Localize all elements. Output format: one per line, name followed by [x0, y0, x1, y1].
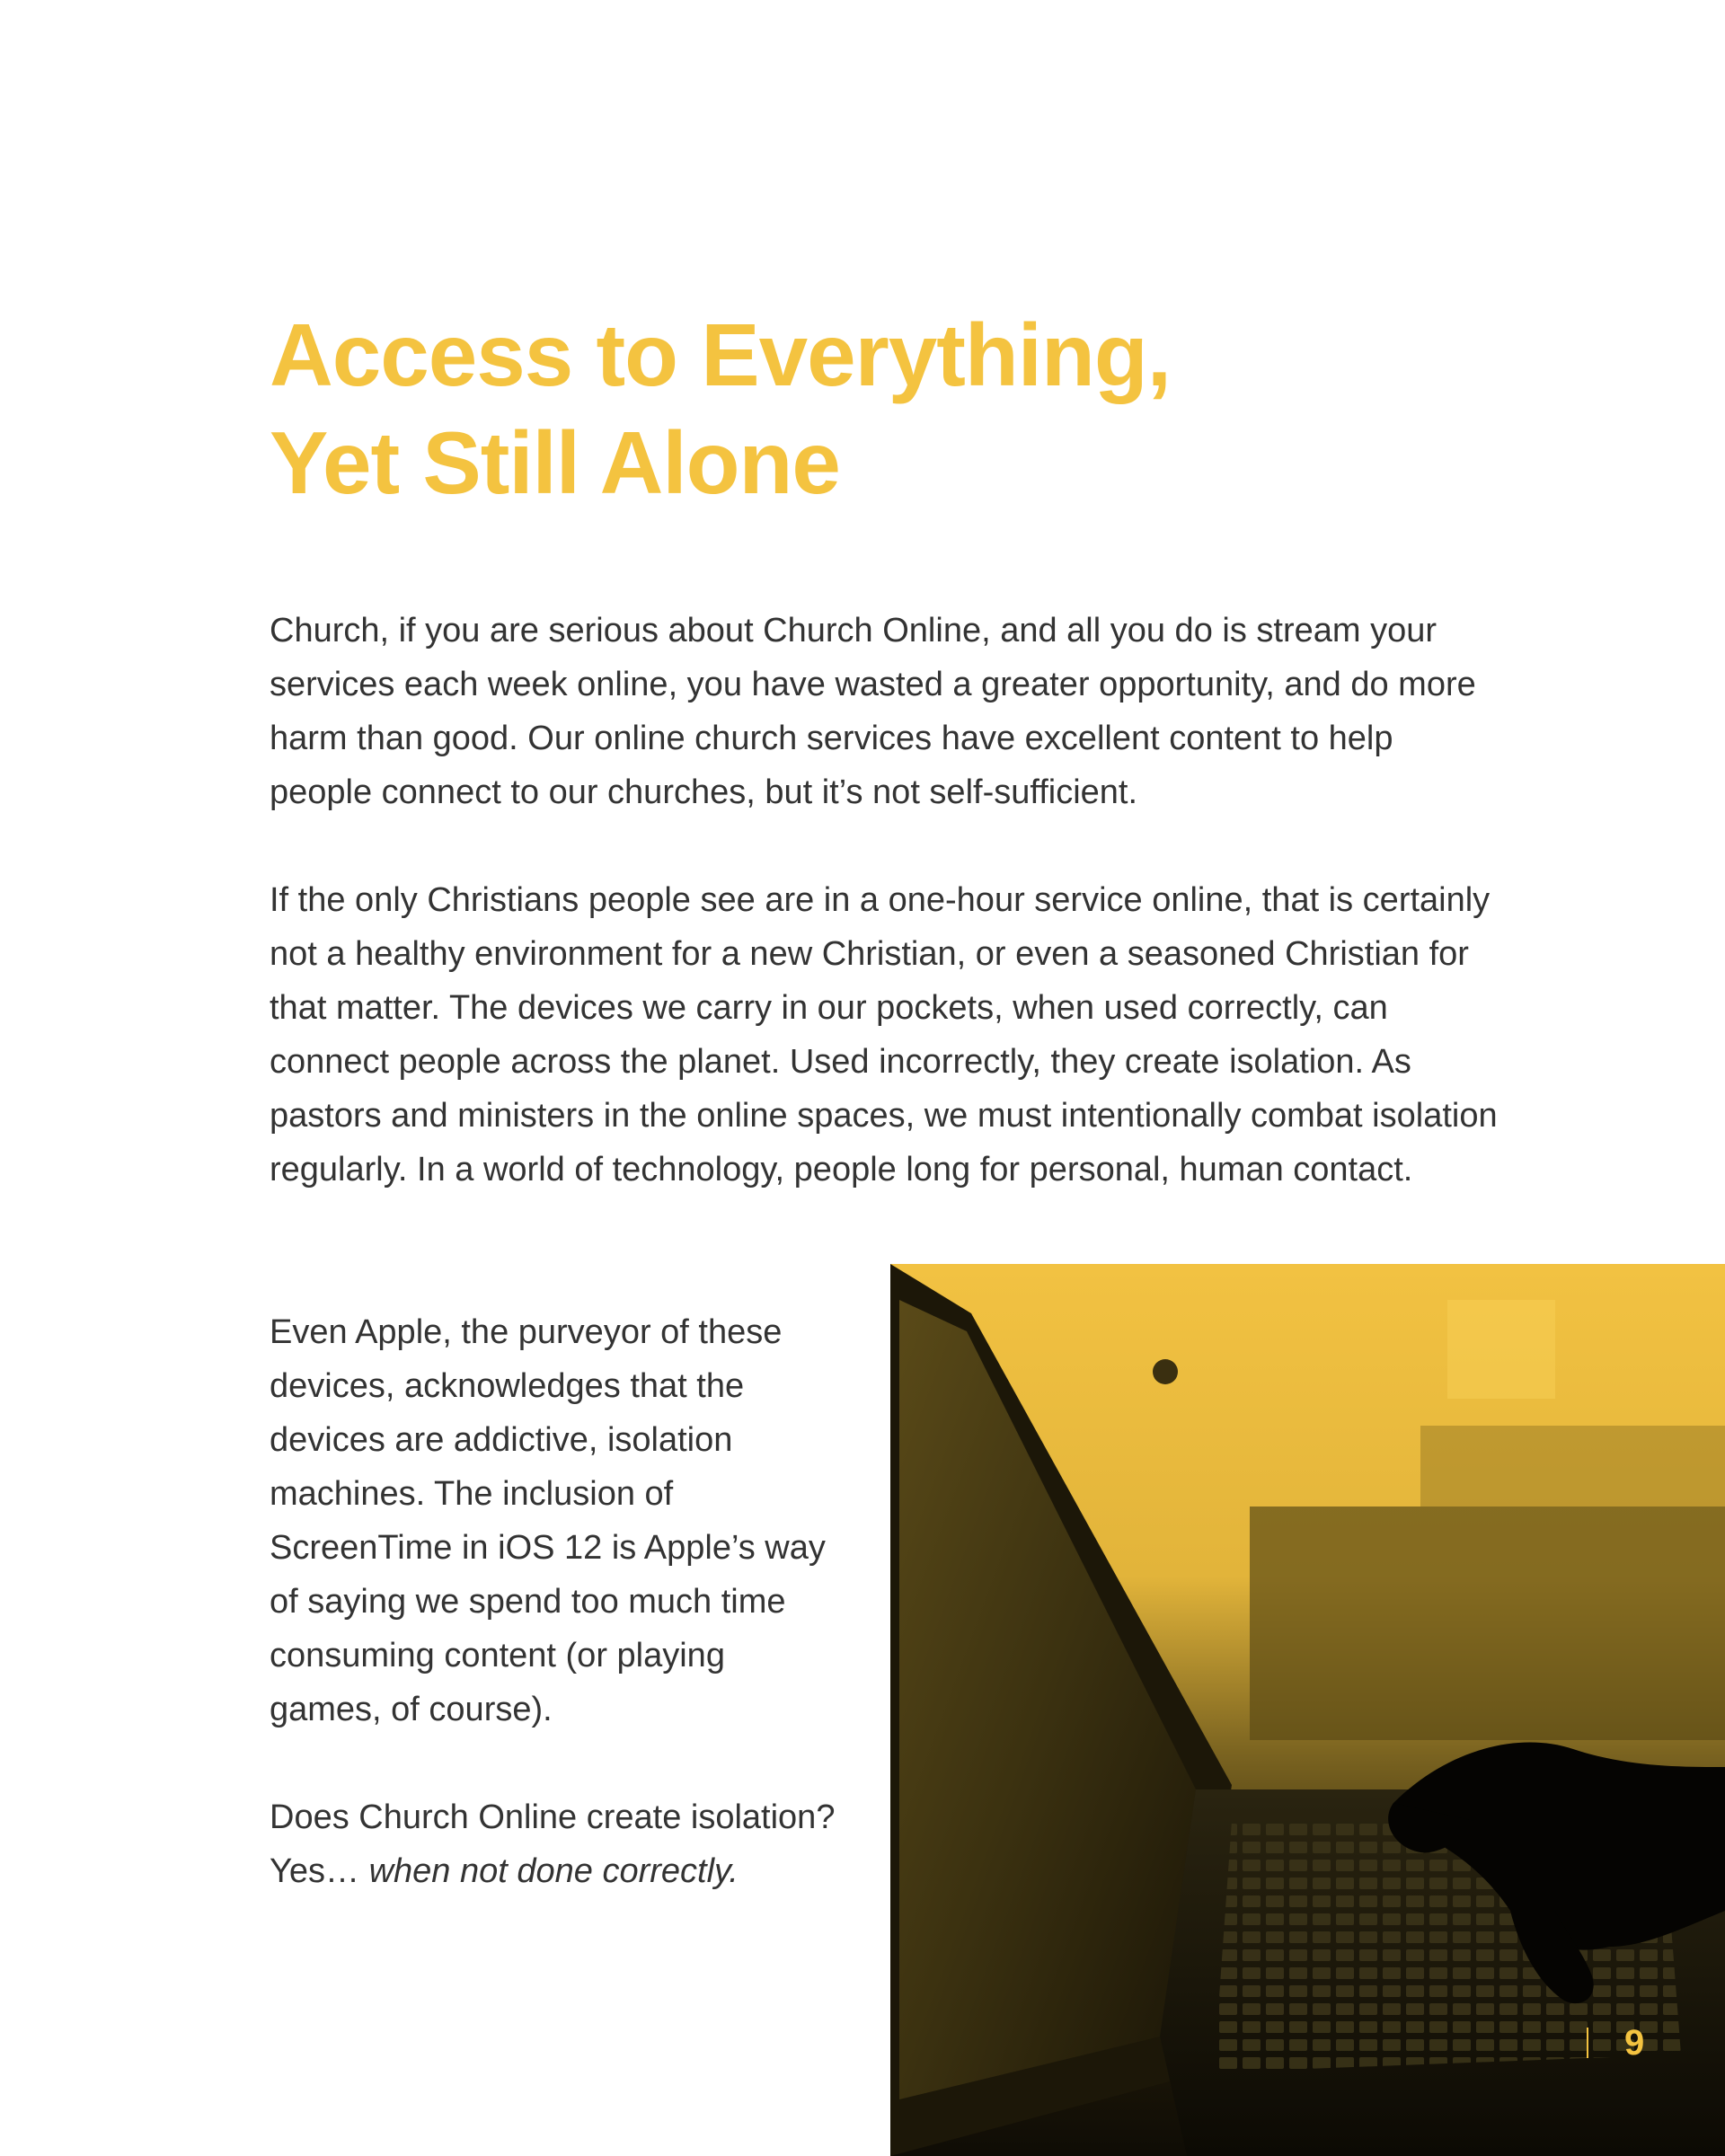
paragraph-4-lead: Does Church Online create isolation? Yes… [270, 1798, 836, 1890]
paragraph-4 [270, 1790, 845, 1898]
paragraph-2: If the only Christians people see are in a one-hour service online, that is certainly not a healthy environment for a new Christian, or even a seasoned Christian for that matter. The devices we carry in our pockets, when used correctly, can connect people across the planet. Used incorrectly, they create isolation. As pastors and ministers in the online spaces, we must intentionally combat isolation regularly. In a world of technology, people long for personal, human contact. [270, 881, 1498, 1188]
title-line-2: Yet Still Alone [270, 413, 840, 512]
page-number [1587, 2016, 1644, 2070]
title-line-1: Access to Everything, [270, 305, 1171, 404]
page-title [270, 301, 1171, 517]
paragraph-4-emphasis: when not done correctly. [368, 1852, 739, 1890]
page-number-divider [1587, 2028, 1588, 2058]
paragraph-3: Even Apple, the purveyor of these devices, acknowledges that the devices are addictive, isolation machines. The inclusion of ScreenTime in iOS 12 is Apple’s way of saying we spend too much time consuming content (or playing games, of course). [270, 1313, 826, 1728]
page-number-value: 9 [1624, 2022, 1645, 2063]
paragraph-1: Church, if you are serious about Church Online, and all you do is stream your services each week online, you have wasted a greater opportunity, and do more harm than good. Our online church services have excellent content to help people connect to our churches, but it’s not self-sufficient. [270, 612, 1476, 811]
